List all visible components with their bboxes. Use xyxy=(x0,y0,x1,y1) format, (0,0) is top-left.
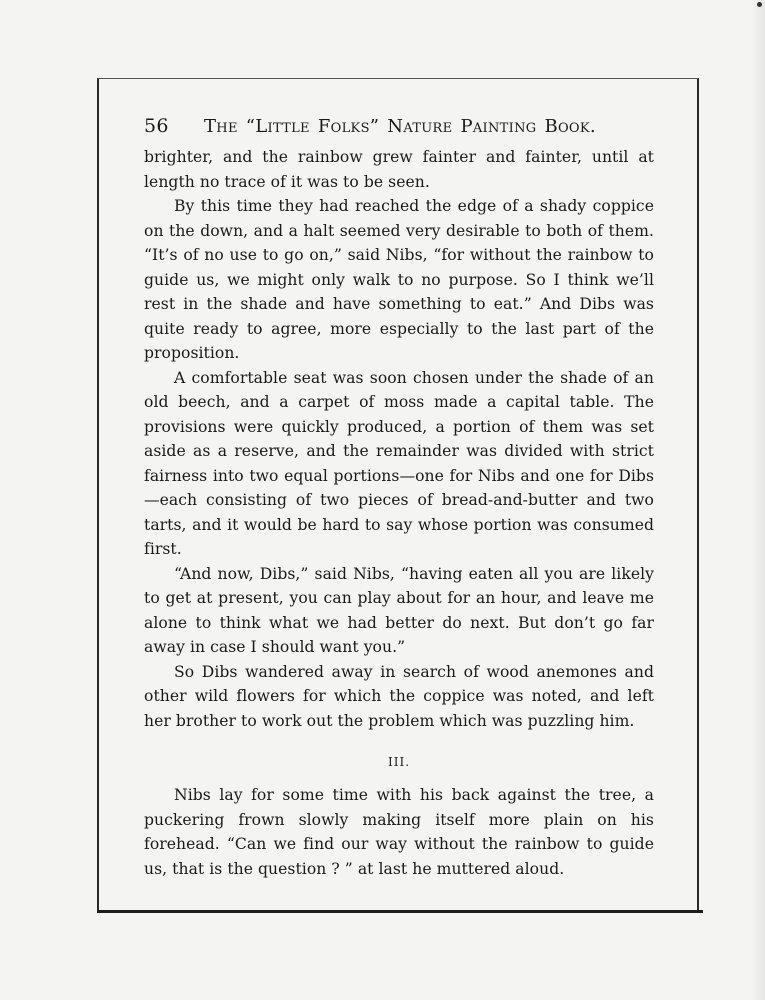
page-text xyxy=(144,115,654,881)
page-number: 56 xyxy=(144,115,169,137)
bottom-rule xyxy=(97,910,703,913)
section-heading: III. xyxy=(387,755,411,769)
paragraph-dibs-wandered: So Dibs wandered away in search of wood anemones and other wild flowers for which the coppice was noted, and left her brother to work out the problem which was puzzling him. xyxy=(144,662,654,730)
page-edge-shadow xyxy=(751,0,765,1000)
running-title: The “Little Folks” Nature Painting Book. xyxy=(204,116,596,137)
running-head xyxy=(144,115,654,137)
paragraph-and-now-dibs: “And now, Dibs,” said Nibs, “having eaten all you are likely to get at present, you can play about for an hour, and leave me alone to think what we had better do next. But don’t go far away in case I should want you.” xyxy=(144,564,654,656)
edge-speck xyxy=(757,2,762,7)
paragraph-shady-coppice: By this time they had reached the edge of a shady coppice on the down, and a halt seemed very desirable to both of them. “It’s of no use to go on,” said Nibs, “for without the rainbow to guide us, we might only walk to no purpose. So I think we’ll rest in the shade and have something to eat.” And Dibs was quite ready to agree, more especially to the last part of the proposition. xyxy=(144,197,654,362)
paragraph-nibs-lay: Nibs lay for some time with his back against the tree, a puckering frown slowly making itself more plain on his forehead. “Can we find our way without the rainbow to guide us, that is the question ? ” at last he muttered aloud. xyxy=(144,786,654,878)
paragraph-continuation: brighter, and the rainbow grew fainter and fainter, until at length no trace of it was to be seen. xyxy=(144,148,654,191)
paragraph-comfortable-seat: A comfortable seat was soon chosen under the shade of an old beech, and a carpet of moss made a capital table. The provisions were quickly produced, a portion of them was set aside as a reserve, and the remainder was divided with strict fairness into two equal portions—one for Nibs and one for Dibs—each consisting of two pieces of bread-and-butter and two tarts, and it would be hard to say whose portion was consumed first. xyxy=(144,368,654,558)
